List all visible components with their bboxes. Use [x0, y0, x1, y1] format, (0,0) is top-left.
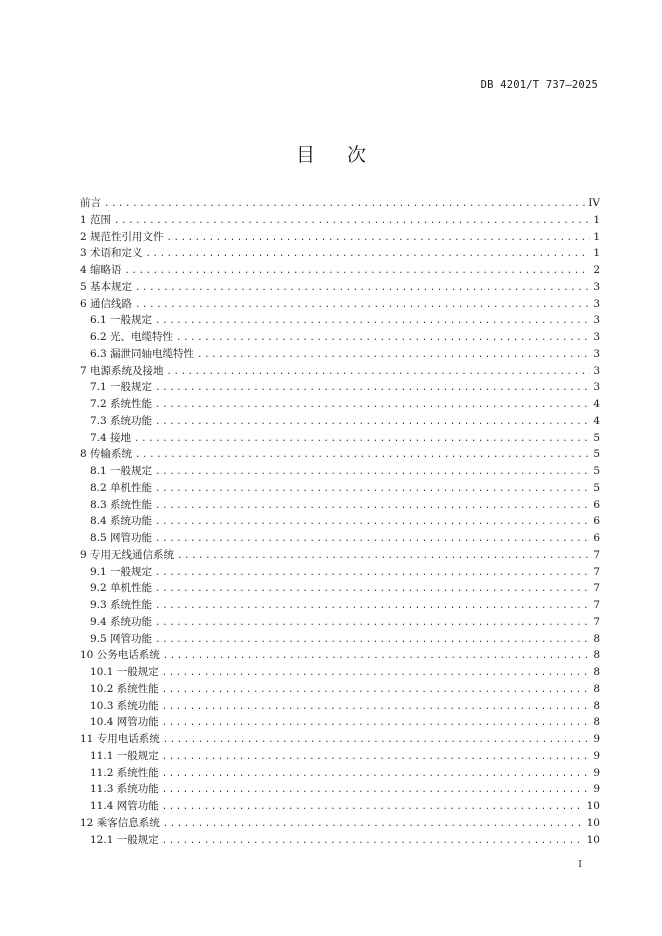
toc-dot-leader: [135, 297, 590, 314]
toc-dot-leader: [155, 313, 590, 330]
toc-entry-page: 1: [593, 213, 600, 226]
toc-dot-leader: [135, 447, 590, 464]
toc-entry[interactable]: [80, 748, 600, 765]
toc-dot-leader: [114, 213, 590, 230]
toc-entry-page: 4: [593, 414, 600, 427]
toc-entry[interactable]: [80, 480, 600, 497]
toc-entry-page: 8: [593, 716, 600, 729]
toc-entry-label: 8.3 系统性能: [90, 498, 153, 511]
toc-entry-page: 9: [593, 749, 600, 762]
toc-entry-label: 10.1 一般规定: [90, 666, 159, 678]
page-title: 目次: [295, 144, 398, 166]
toc-entry-label: 8.1 一般规定: [90, 465, 153, 477]
toc-entry-page: 3: [593, 347, 600, 360]
toc-entry[interactable]: [80, 430, 600, 447]
toc-dot-leader: [134, 431, 590, 448]
toc-entry-page: 1: [593, 230, 600, 243]
toc-dot-leader: [155, 581, 590, 598]
toc-entry[interactable]: [80, 262, 600, 279]
toc-dot-leader: [162, 833, 584, 850]
toc-entry[interactable]: [80, 815, 600, 832]
toc-dot-leader: [162, 665, 591, 682]
toc-entry-label: 2 规范性引用文件: [80, 230, 164, 243]
toc-entry[interactable]: [80, 580, 600, 597]
toc-dot-leader: [155, 598, 590, 615]
table-of-contents: [80, 195, 600, 848]
toc-entry-page: 2: [593, 264, 600, 276]
toc-entry-page: 1: [593, 247, 600, 260]
toc-entry-page: 7: [593, 548, 600, 561]
toc-dot-leader: [155, 565, 590, 582]
toc-dot-leader: [155, 531, 590, 548]
toc-entry[interactable]: [80, 614, 600, 631]
toc-dot-leader: [163, 648, 591, 665]
toc-entry[interactable]: [80, 647, 600, 664]
toc-entry-page: 5: [593, 465, 600, 477]
toc-dot-leader: [155, 397, 590, 414]
toc-entry-page: 5: [593, 431, 600, 444]
toc-entry-label: 7.3 系统功能: [90, 414, 153, 427]
toc-dot-leader: [163, 816, 584, 833]
toc-entry[interactable]: [80, 664, 600, 681]
toc-entry-label: 9.2 单机性能: [90, 582, 153, 595]
toc-entry-label: 9.1 一般规定: [90, 565, 153, 578]
toc-dot-leader: [177, 548, 590, 565]
toc-entry[interactable]: [80, 346, 600, 363]
toc-dot-leader: [162, 699, 591, 716]
toc-dot-leader: [155, 414, 590, 431]
toc-dot-leader: [162, 766, 591, 783]
toc-entry[interactable]: [80, 296, 600, 313]
toc-entry[interactable]: [80, 798, 600, 815]
toc-entry-label: 8.2 单机性能: [90, 481, 153, 494]
toc-entry-label: 6.2 光、电缆特性: [90, 331, 174, 343]
page-number: I: [578, 859, 582, 870]
toc-entry[interactable]: [80, 329, 600, 346]
toc-entry[interactable]: [80, 781, 600, 798]
toc-entry[interactable]: [80, 212, 600, 229]
toc-entry-page: 3: [593, 331, 600, 343]
toc-entry-label: 6 通信线路: [80, 297, 133, 310]
toc-dot-leader: [155, 481, 590, 498]
toc-entry-page: 9: [593, 766, 600, 779]
toc-entry-label: 8 传输系统: [80, 448, 133, 461]
toc-dot-leader: [162, 682, 591, 699]
toc-dot-leader: [197, 347, 590, 364]
toc-entry[interactable]: [80, 564, 600, 581]
toc-entry-label: 8.4 系统功能: [90, 515, 153, 528]
toc-entry[interactable]: [80, 379, 600, 396]
toc-entry[interactable]: [80, 245, 600, 262]
toc-entry-page: 3: [593, 280, 600, 293]
toc-entry[interactable]: [80, 513, 600, 530]
toc-entry-page: 8: [593, 682, 600, 695]
toc-dot-leader: [155, 380, 590, 397]
toc-entry-page: 4: [593, 398, 600, 410]
toc-entry-label: 7.2 系统性能: [90, 398, 153, 410]
toc-entry-label: 9.4 系统功能: [90, 615, 153, 628]
document-code: DB 4201/T 737—2025: [480, 79, 598, 91]
toc-entry-page: 7: [593, 582, 600, 595]
toc-entry-page: 3: [593, 314, 600, 327]
toc-dot-leader: [104, 196, 585, 213]
toc-entry[interactable]: [80, 597, 600, 614]
toc-dot-leader: [162, 799, 584, 816]
toc-dot-leader: [163, 732, 591, 749]
toc-entry-page: 10: [586, 833, 600, 846]
toc-entry-label: 6.3 漏泄同轴电缆特性: [90, 347, 195, 360]
toc-entry-label: 7.1 一般规定: [90, 381, 153, 394]
toc-entry-page: 7: [593, 565, 600, 578]
toc-entry-label: 11.2 系统性能: [90, 766, 159, 779]
toc-entry-page: 5: [593, 481, 600, 494]
toc-entry[interactable]: [80, 714, 600, 731]
toc-entry-label: 1 范围: [80, 213, 112, 226]
toc-entry[interactable]: [80, 698, 600, 715]
toc-entry-label: 11.1 一般规定: [90, 749, 159, 762]
toc-entry-label: 10.2 系统性能: [90, 682, 159, 695]
toc-entry-label: 3 术语和定义: [80, 247, 143, 260]
toc-entry[interactable]: [80, 396, 600, 413]
toc-dot-leader: [155, 615, 590, 632]
toc-entry-page: IV: [588, 197, 600, 209]
toc-entry-page: 6: [593, 515, 600, 528]
toc-entry[interactable]: [80, 279, 600, 296]
toc-entry-label: 10 公务电话系统: [80, 649, 160, 662]
toc-entry-label: 4 缩略语: [80, 264, 122, 276]
toc-entry-label: 7 电源系统及接地: [80, 364, 164, 377]
toc-entry-label: 前言: [80, 197, 101, 209]
toc-entry[interactable]: [80, 530, 600, 547]
toc-entry[interactable]: [80, 463, 600, 480]
toc-entry-label: 10.4 网管功能: [90, 716, 159, 729]
toc-entry-label: 11 专用电话系统: [80, 733, 160, 745]
toc-entry-page: 9: [593, 733, 600, 745]
toc-dot-leader: [162, 715, 591, 732]
toc-entry[interactable]: [80, 312, 600, 329]
toc-dot-leader: [155, 632, 590, 649]
toc-entry-page: 3: [593, 381, 600, 394]
toc-entry-label: 11.3 系统功能: [90, 783, 159, 796]
toc-entry-page: 3: [593, 297, 600, 310]
toc-entry-page: 6: [593, 498, 600, 511]
toc-entry-label: 7.4 接地: [90, 431, 132, 444]
toc-entry-page: 10: [586, 800, 600, 812]
toc-entry-page: 3: [593, 364, 600, 377]
toc-entry[interactable]: [80, 765, 600, 782]
toc-entry-page: 8: [593, 632, 600, 645]
toc-entry-label: 9.5 网管功能: [90, 632, 153, 645]
toc-dot-leader: [125, 263, 591, 280]
toc-dot-leader: [155, 514, 590, 531]
toc-dot-leader: [135, 280, 590, 297]
toc-entry-label: 11.4 网管功能: [90, 800, 159, 812]
toc-entry[interactable]: [80, 497, 600, 514]
toc-entry[interactable]: [80, 547, 600, 564]
toc-entry-label: 10.3 系统功能: [90, 699, 159, 712]
toc-entry-label: 9.3 系统性能: [90, 599, 153, 611]
toc-entry-label: 12.1 一般规定: [90, 833, 159, 846]
toc-entry[interactable]: [80, 195, 600, 212]
toc-dot-leader: [167, 230, 591, 247]
toc-entry-page: 7: [593, 599, 600, 611]
toc-entry-page: 7: [593, 615, 600, 628]
toc-entry-page: 8: [593, 649, 600, 662]
toc-entry-label: 12 乘客信息系统: [80, 816, 160, 829]
toc-entry-page: 9: [593, 783, 600, 796]
toc-entry-page: 8: [593, 666, 600, 678]
toc-entry-label: 6.1 一般规定: [90, 314, 153, 327]
toc-entry[interactable]: [80, 731, 600, 748]
toc-entry[interactable]: [80, 413, 600, 430]
toc-entry-label: 9 专用无线通信系统: [80, 548, 175, 561]
toc-entry[interactable]: [80, 363, 600, 380]
toc-dot-leader: [176, 330, 590, 347]
toc-dot-leader: [167, 364, 591, 381]
toc-dot-leader: [155, 498, 590, 515]
toc-entry-page: 8: [593, 699, 600, 712]
toc-dot-leader: [155, 464, 590, 481]
toc-entry-page: 10: [586, 816, 600, 829]
toc-entry[interactable]: [80, 681, 600, 698]
toc-entry-label: 8.5 网管功能: [90, 532, 153, 544]
toc-entry[interactable]: [80, 631, 600, 648]
toc-entry-page: 5: [593, 448, 600, 461]
toc-entry[interactable]: [80, 229, 600, 246]
toc-entry[interactable]: [80, 446, 600, 463]
toc-entry[interactable]: [80, 832, 600, 849]
toc-dot-leader: [162, 749, 591, 766]
toc-entry-page: 6: [593, 532, 600, 544]
toc-dot-leader: [146, 246, 591, 263]
toc-dot-leader: [162, 782, 591, 799]
toc-entry-label: 5 基本规定: [80, 280, 133, 293]
